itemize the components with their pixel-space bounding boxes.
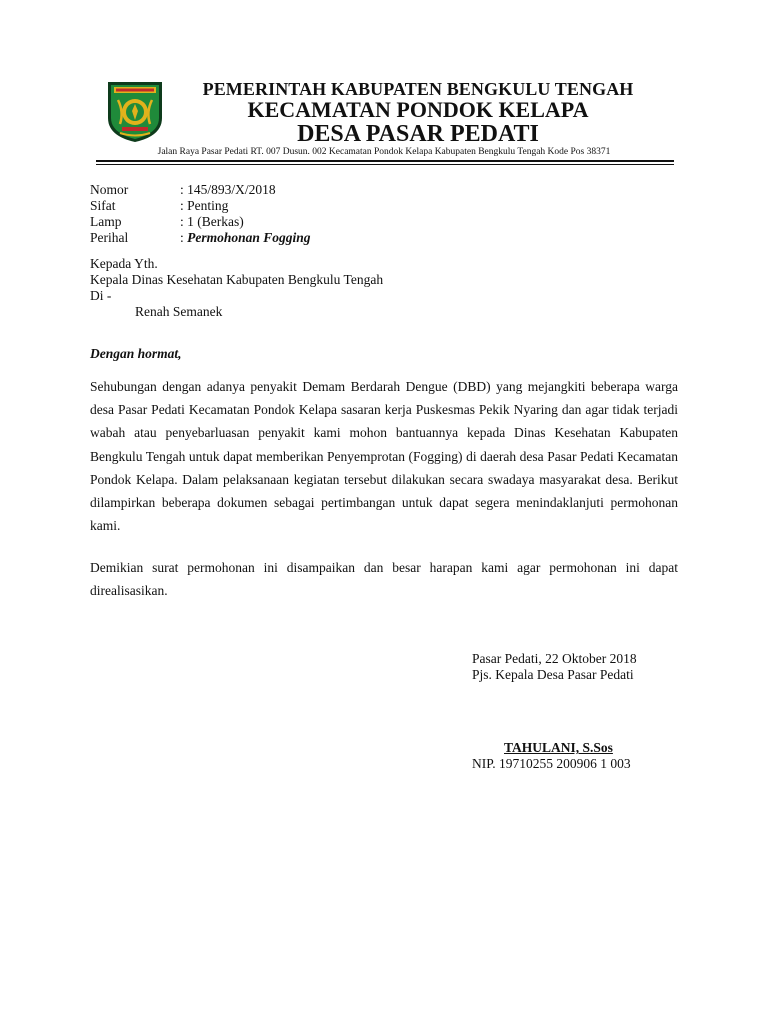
meta-row-nomor: [90, 182, 311, 198]
recipient-location: Renah Semanek: [135, 304, 223, 319]
meta-label: Nomor: [90, 182, 129, 197]
regency-crest-icon: [104, 78, 166, 144]
signature-place-date: Pasar Pedati, 22 Oktober 2018: [472, 651, 637, 666]
letterhead-address: Jalan Raya Pasar Pedati RT. 007 Dusun. 002 Kecamatan Pondok Kelapa Kabupaten Bengkulu Tengah Kode Pos 38371: [157, 147, 611, 157]
letterhead-government: PEMERINTAH KABUPATEN BENGKULU TENGAH: [202, 79, 634, 99]
meta-row-lamp: [90, 214, 311, 230]
meta-value: : 145/893/X/2018: [180, 182, 276, 197]
letterhead-village: DESA PASAR PEDATI: [297, 121, 539, 147]
meta-value: : Penting: [180, 198, 229, 213]
meta-row-perihal: [90, 230, 311, 246]
signature-nip: NIP. 19710255 200906 1 003: [472, 756, 631, 771]
meta-label: Sifat: [90, 198, 116, 213]
meta-label: Lamp: [90, 214, 122, 229]
recipient-at: Di -: [90, 288, 112, 303]
signature-name: TAHULANI, S.Sos: [504, 740, 613, 755]
letterhead-divider-thin: [96, 164, 674, 165]
recipient-greeting: Kepada Yth.: [90, 256, 158, 271]
closing-paragraph: Demikian surat permohonan ini disampaikan dan besar harapan kami agar permohonan ini dapat direalisasikan.: [90, 560, 678, 599]
letterhead-district: KECAMATAN PONDOK KELAPA: [247, 97, 589, 122]
recipient-block: [90, 256, 383, 320]
recipient-title: Kepala Dinas Kesehatan Kabupaten Bengkulu Tengah: [90, 272, 384, 287]
salutation: Dengan hormat,: [90, 346, 182, 361]
letterhead-divider: [96, 160, 674, 162]
meta-value-prefix: :: [180, 230, 188, 245]
meta-value-subject: Permohonan Fogging: [187, 230, 311, 245]
meta-row-sifat: [90, 198, 311, 214]
meta-label: Perihal: [90, 230, 129, 245]
body-paragraph: Sehubungan dengan adanya penyakit Demam Berdarah Dengue (DBD) yang mejangkiti beberapa warga desa Pasar Pedati Kecamatan Pondok Kelapa sasaran kerja Puskesmas Pekik Nyaring dan agar tidak terjadi wabah atau penyebarluasan penyakit kami mohon bantuannya kepada Dinas Kesehatan Kabupaten Bengkulu Tengah untuk dapat memberikan Penyemprotan (Fogging) di daerah desa Pasar Pedati Kecamatan Pondok Kelapa. Dalam pelaksanaan kegiatan tersebut dilakukan secara swadaya masyarakat desa. Berikut dilampirkan beberapa dokumen sebagai pertimbangan untuk dapat segera menindaklanjuti permohonan kami.: [90, 379, 678, 534]
signature-role: Pjs. Kepala Desa Pasar Pedati: [472, 667, 634, 682]
letter-meta: [90, 182, 311, 246]
meta-value: : 1 (Berkas): [180, 214, 244, 229]
